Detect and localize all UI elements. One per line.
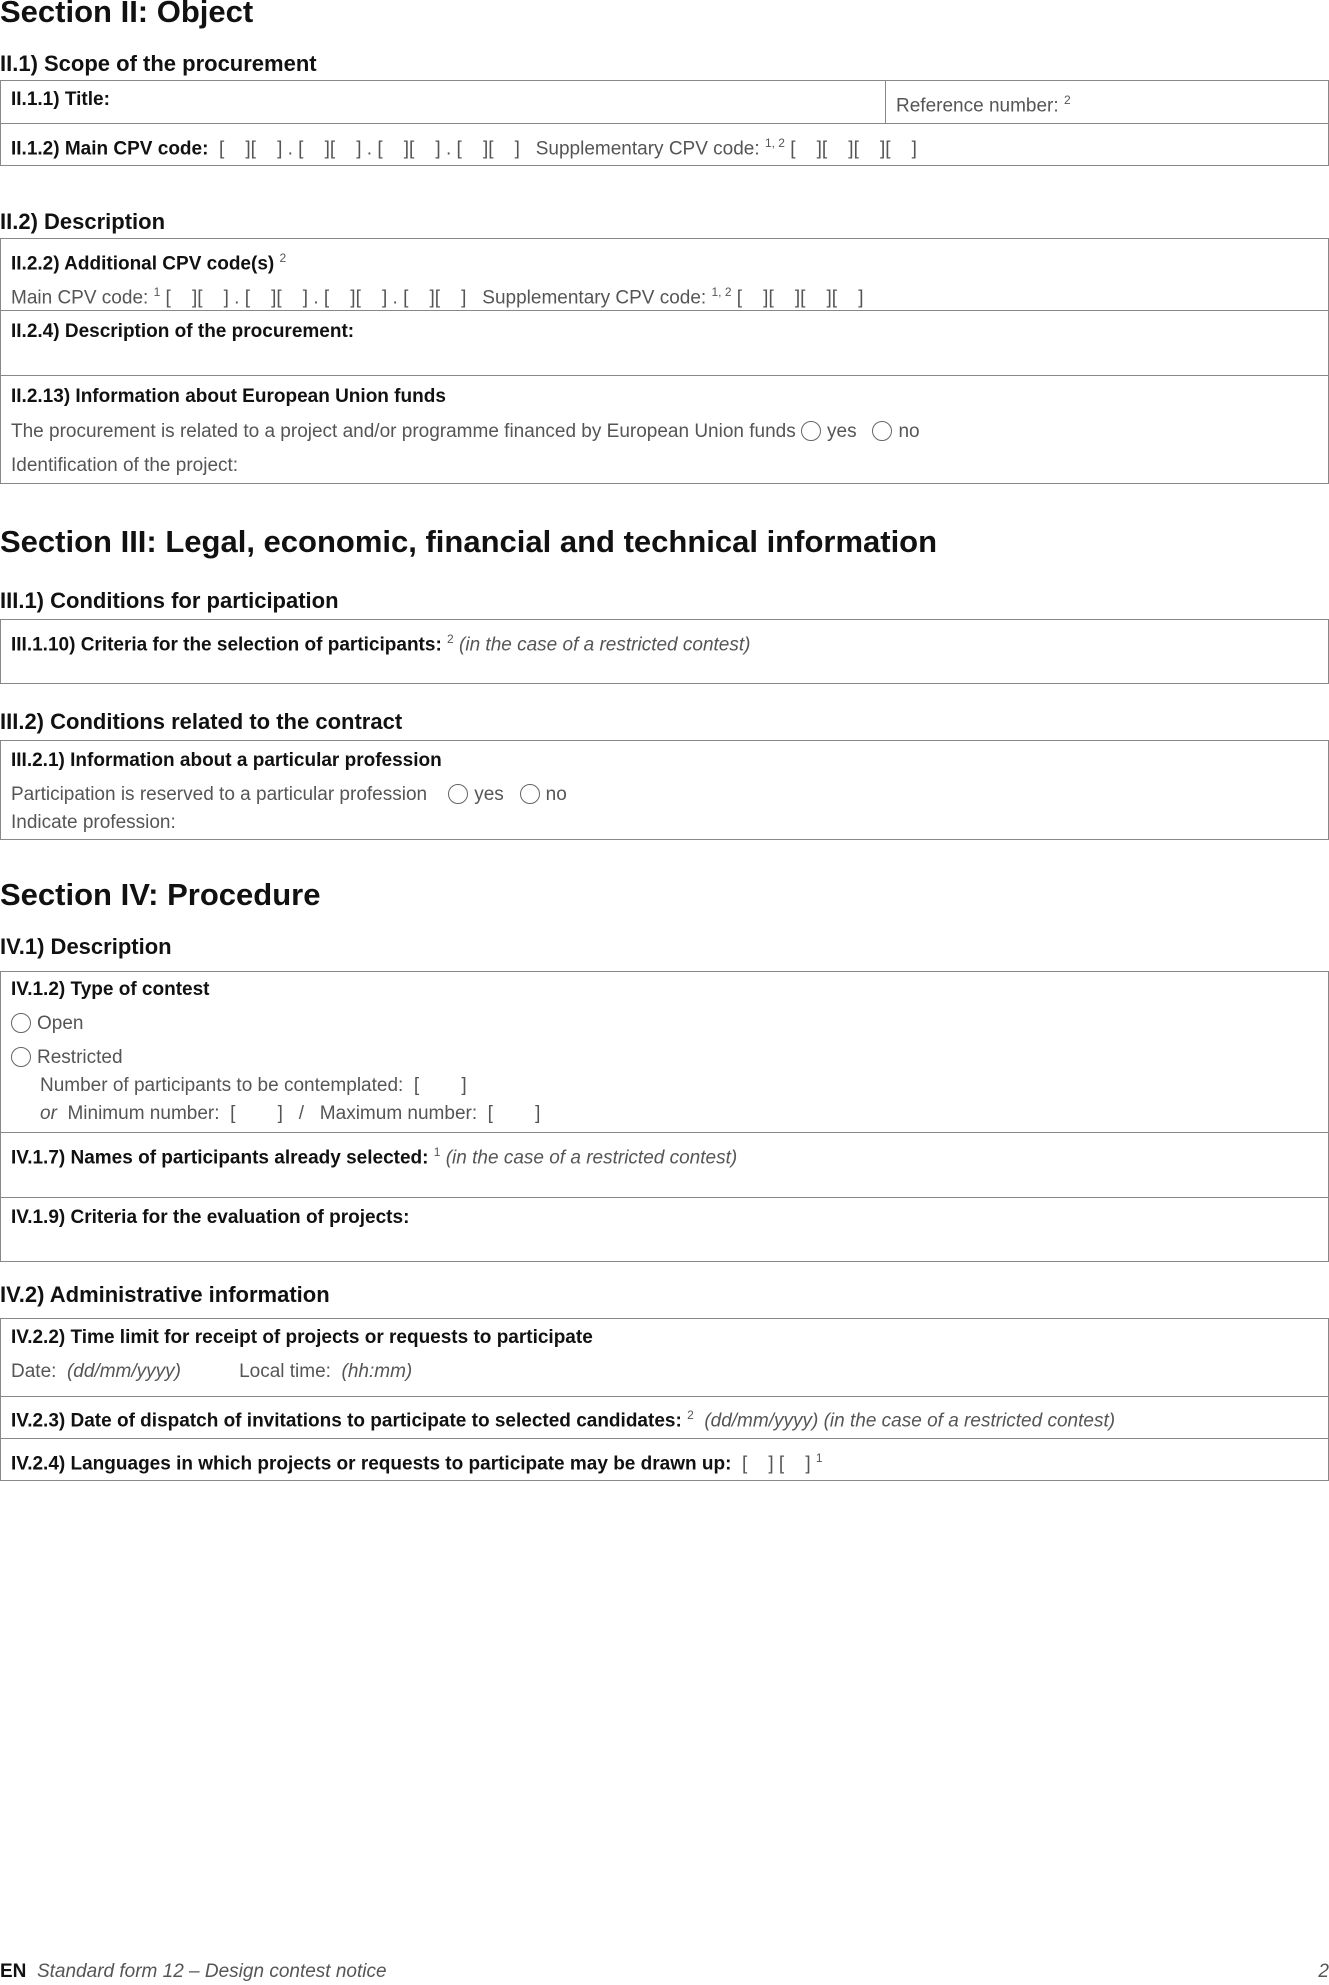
- footnote: 1: [433, 1145, 441, 1159]
- evaluation-criteria-label: IV.1.9) Criteria for the evaluation of projects:: [11, 1207, 410, 1228]
- footer: [0, 1959, 387, 1985]
- footnote: 1, 2: [764, 136, 785, 150]
- min-max-row[interactable]: [40, 1101, 540, 1127]
- eu-funds-row: [11, 419, 920, 445]
- dispatch-row: [11, 1402, 1115, 1434]
- yes-label: yes: [827, 421, 857, 442]
- no-label: no: [898, 421, 920, 442]
- divider: [0, 375, 1329, 376]
- restricted-label: Restricted: [37, 1047, 123, 1068]
- dispatch-input[interactable]: (dd/mm/yyyy) (in the case of a restricted contest): [704, 1410, 1116, 1432]
- participants-number-field[interactable]: Number of participants to be contemplated: [ ]: [40, 1075, 467, 1096]
- section-iv-title: Section IV: Procedure: [0, 877, 321, 912]
- add-cpv-heading: [11, 245, 286, 277]
- indicate-profession-label: Indicate profession:: [11, 812, 176, 833]
- description-label: II.2.4) Description of the procurement:: [11, 321, 355, 342]
- open-option[interactable]: [11, 1011, 83, 1037]
- divider: [0, 123, 1329, 124]
- supp-cpv-input[interactable]: [ ][ ][ ][ ]: [790, 138, 917, 160]
- heading-iv-2: IV.2) Administrative information: [0, 1282, 330, 1307]
- heading-iii-1: III.1) Conditions for participation: [0, 588, 339, 613]
- divider: [0, 1197, 1329, 1198]
- footnote: 1: [815, 1451, 823, 1465]
- add-cpv-label: II.2.2) Additional CPV code(s): [11, 253, 275, 275]
- local-time-label: Local time:: [239, 1361, 331, 1382]
- footnote: 2: [447, 632, 454, 646]
- footnote: 1, 2: [711, 285, 732, 299]
- supp-cpv-label: Supplementary CPV code:: [482, 287, 707, 309]
- main-cpv-input[interactable]: [ ][ ] . [ ][ ] . [ ][ ] . [ ][ ]: [165, 287, 467, 309]
- open-radio[interactable]: [11, 1013, 31, 1033]
- date-input[interactable]: (dd/mm/yyyy): [66, 1361, 181, 1382]
- footer-language: EN: [0, 1961, 27, 1982]
- yes-label: yes: [474, 784, 504, 805]
- main-cpv-label: Main CPV code:: [11, 287, 149, 309]
- divider: [0, 1132, 1329, 1133]
- footnote: 2: [279, 251, 287, 265]
- heading-ii-1: II.1) Scope of the procurement: [0, 51, 317, 76]
- heading-iv-1: IV.1) Description: [0, 934, 172, 959]
- profession-label: III.2.1) Information about a particular profession: [11, 750, 442, 771]
- restricted-option[interactable]: [11, 1045, 123, 1071]
- reference-number-label: Reference number:: [896, 95, 1059, 117]
- profession-row: [11, 782, 567, 808]
- names-row: [11, 1139, 737, 1171]
- or-label: or: [40, 1103, 57, 1124]
- add-cpv-row: [11, 279, 863, 311]
- supp-cpv-label: Supplementary CPV code:: [535, 138, 760, 160]
- section-iii-title: Section III: Legal, economic, financial and technical information: [0, 524, 938, 559]
- names-note: (in the case of a restricted contest): [445, 1147, 738, 1169]
- restricted-radio[interactable]: [11, 1047, 31, 1067]
- reference-number-field[interactable]: [896, 87, 1071, 119]
- eu-funds-label: II.2.13) Information about European Union funds: [11, 386, 446, 407]
- main-cpv-row: [11, 130, 917, 162]
- time-limit-label: IV.2.2) Time limit for receipt of projects or requests to participate: [11, 1327, 593, 1348]
- main-cpv-input[interactable]: [ ][ ] . [ ][ ] . [ ][ ] . [ ][ ]: [219, 138, 520, 160]
- profession-no-radio[interactable]: [520, 784, 540, 804]
- names-label: IV.1.7) Names of participants already selected:: [11, 1147, 429, 1169]
- languages-input[interactable]: [ ] [ ]: [741, 1453, 811, 1475]
- footnote: 1: [153, 285, 161, 299]
- criteria-row: [11, 626, 750, 658]
- footnote: 2: [1063, 93, 1071, 107]
- time-limit-row: [11, 1359, 412, 1385]
- profession-yes-radio[interactable]: [448, 784, 468, 804]
- date-label: Date:: [11, 1361, 57, 1382]
- eu-yes-radio[interactable]: [801, 421, 821, 441]
- time-input[interactable]: (hh:mm): [341, 1361, 413, 1382]
- dispatch-label: IV.2.3) Date of dispatch of invitations to participate to selected candidates:: [11, 1410, 682, 1432]
- heading-ii-2: II.2) Description: [0, 209, 166, 234]
- main-cpv-label: II.1.2) Main CPV code:: [11, 138, 209, 160]
- footnote: 2: [687, 1408, 694, 1422]
- contest-type-label: IV.1.2) Type of contest: [11, 979, 210, 1000]
- divider: [0, 1438, 1329, 1439]
- eu-no-radio[interactable]: [872, 421, 892, 441]
- divider: [885, 80, 886, 123]
- eu-funds-text: The procurement is related to a project and/or programme financed by European Union funds: [11, 421, 796, 442]
- section-ii-title: Section II: Object: [0, 0, 254, 29]
- supp-cpv-input[interactable]: [ ][ ][ ][ ]: [736, 287, 864, 309]
- heading-iii-2: III.2) Conditions related to the contract: [0, 709, 403, 734]
- divider: [0, 1396, 1329, 1397]
- criteria-note: (in the case of a restricted contest): [459, 634, 751, 656]
- min-max-fields[interactable]: Minimum number: [ ] / Maximum number: [ ]: [67, 1103, 541, 1124]
- title-label: II.1.1) Title:: [11, 89, 110, 110]
- languages-row: [11, 1445, 823, 1477]
- languages-label: IV.2.4) Languages in which projects or requests to participate may be drawn up:: [11, 1453, 732, 1475]
- project-identification-label: Identification of the project:: [11, 455, 239, 476]
- criteria-label: III.1.10) Criteria for the selection of participants:: [11, 634, 442, 656]
- profession-text: Participation is reserved to a particular profession: [11, 784, 428, 805]
- footer-form-name: Standard form 12 – Design contest notice: [36, 1961, 387, 1982]
- no-label: no: [545, 784, 567, 805]
- open-label: Open: [37, 1013, 84, 1034]
- page-number: 2: [1318, 1961, 1329, 1982]
